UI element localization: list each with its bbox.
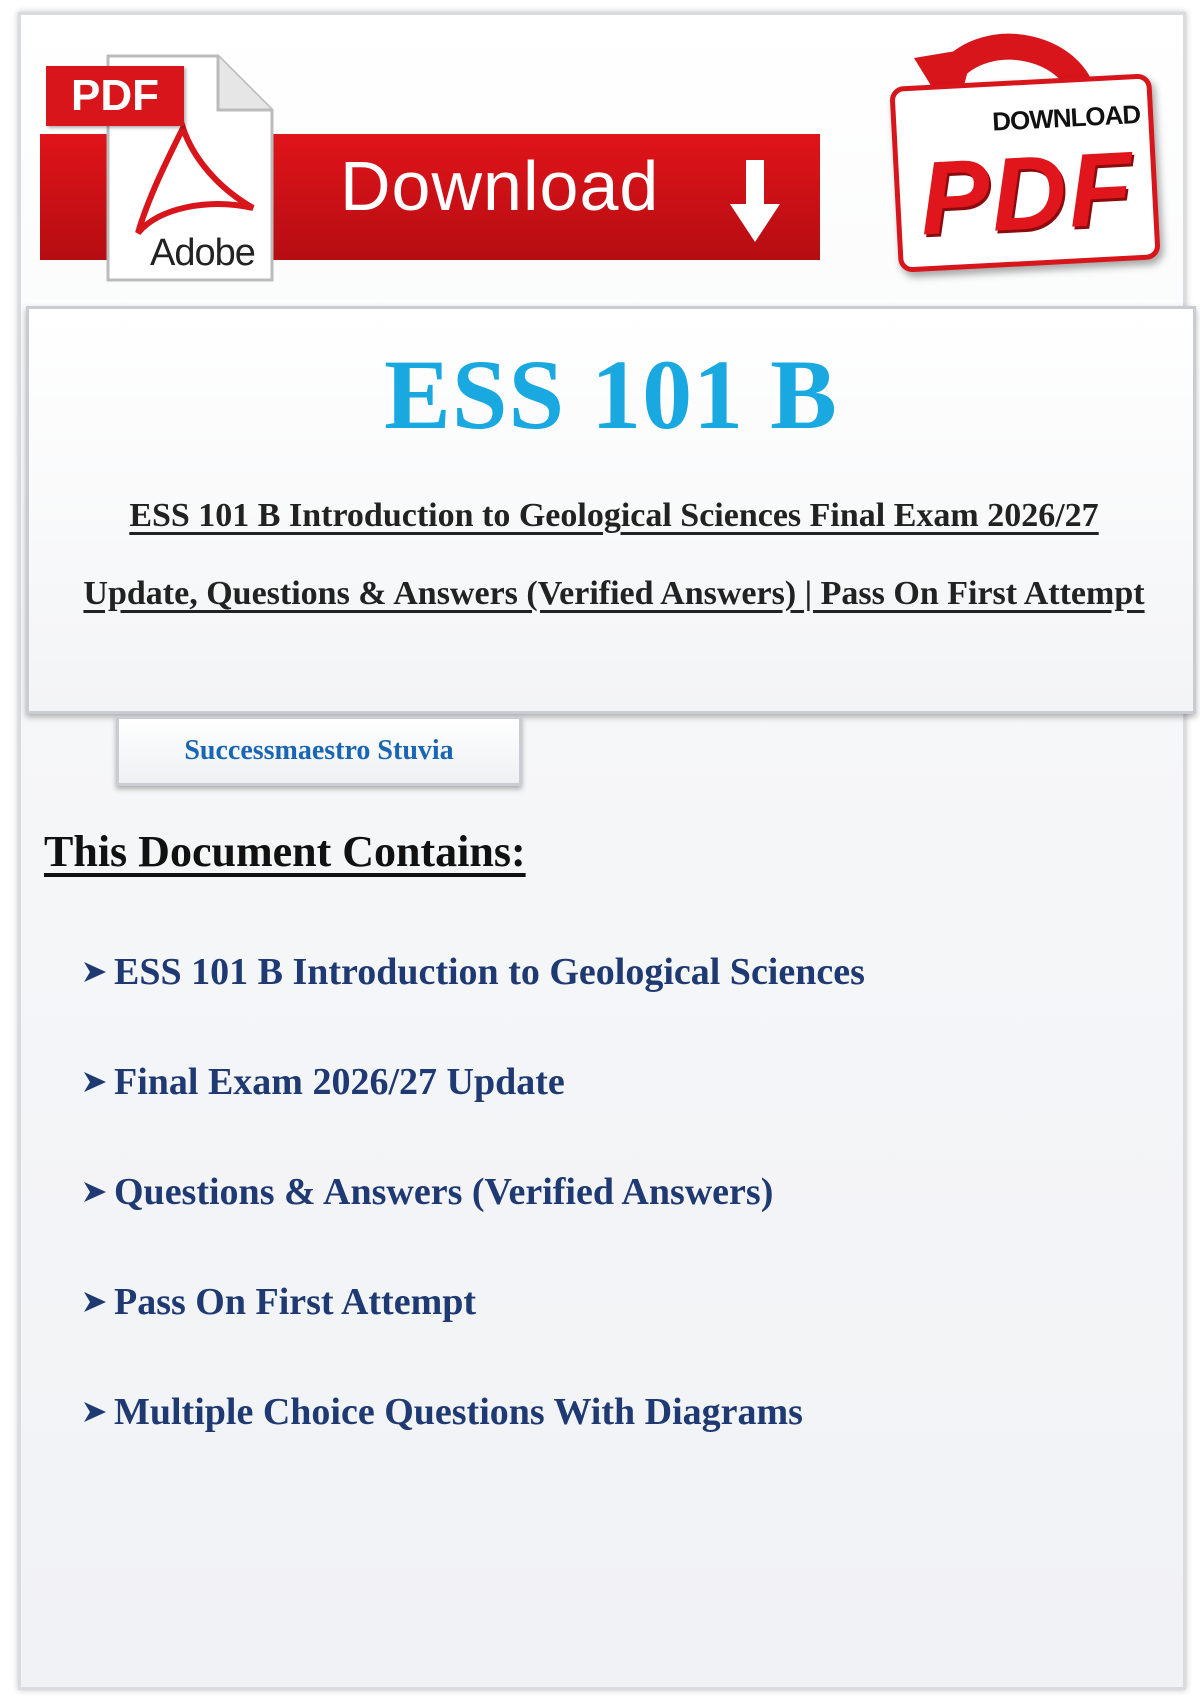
list-item-text: ESS 101 B Introduction to Geological Sciences bbox=[114, 951, 865, 993]
download-pdf-badge[interactable] bbox=[880, 28, 1160, 288]
adobe-label: Adobe bbox=[150, 232, 255, 274]
course-title: ESS 101 B bbox=[384, 339, 838, 450]
badge-pdf-label: PDF bbox=[917, 130, 1137, 258]
list-item-text: Questions & Answers (Verified Answers) bbox=[114, 1171, 774, 1213]
arrow-bullet-icon bbox=[80, 958, 108, 986]
list-item-text: Multiple Choice Questions With Diagrams bbox=[114, 1391, 803, 1433]
list-item bbox=[80, 950, 865, 994]
download-label[interactable]: Download bbox=[340, 147, 660, 225]
contents-heading: This Document Contains: bbox=[44, 827, 526, 876]
list-item bbox=[80, 1170, 773, 1214]
arrow-bullet-icon bbox=[80, 1288, 108, 1316]
list-item bbox=[80, 1060, 565, 1104]
download-banner[interactable] bbox=[40, 38, 820, 288]
pdf-badge-box bbox=[889, 73, 1160, 272]
down-arrow-icon bbox=[730, 160, 780, 244]
document-subtitle: ESS 101 B Introduction to Geological Sciences Final Exam 2026/27 Update, Questions & Answers (Verified Answers) | Pass On First Attempt bbox=[83, 497, 1145, 612]
list-item-text: Final Exam 2026/27 Update bbox=[114, 1061, 565, 1103]
pdf-label: PDF bbox=[46, 66, 184, 126]
list-item-text: Pass On First Attempt bbox=[114, 1281, 477, 1323]
list-item bbox=[80, 1390, 803, 1434]
badge-download-label: DOWNLOAD bbox=[991, 98, 1141, 137]
list-item bbox=[80, 1280, 476, 1324]
author-tab: Successmaestro Stuvia bbox=[116, 716, 522, 786]
title-panel bbox=[26, 306, 1196, 714]
arrow-bullet-icon bbox=[80, 1068, 108, 1096]
arrow-bullet-icon bbox=[80, 1398, 108, 1426]
arrow-bullet-icon bbox=[80, 1178, 108, 1206]
